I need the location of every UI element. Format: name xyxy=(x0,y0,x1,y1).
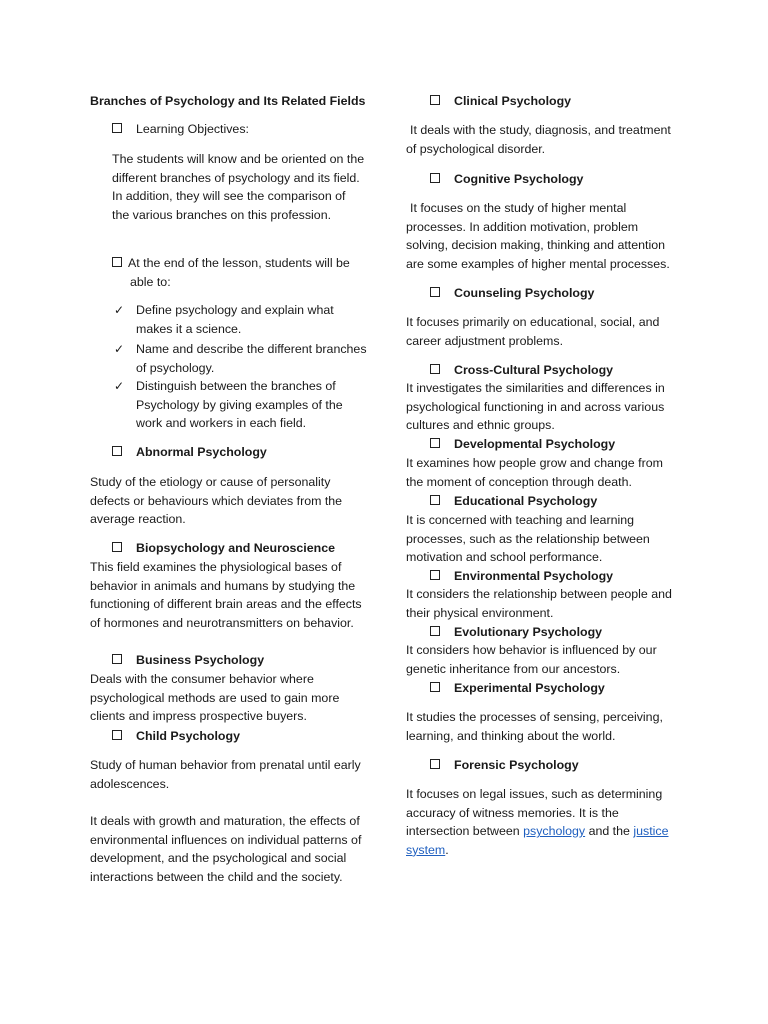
section-text: It deals with the study, diagnosis, and treatment of psychological disorder. xyxy=(406,123,671,156)
section-text: Study of human behavior from prenatal until early adolescences. xyxy=(90,758,361,791)
section-heading-evolutionary-psychology: Evolutionary Psychology xyxy=(430,623,602,642)
checkbox-icon xyxy=(430,364,440,374)
checkbox-icon xyxy=(112,123,122,133)
checkmark-icon: ✓ xyxy=(114,303,125,317)
section-text: It deals with growth and maturation, the effects of environmental influences on individual patterns of development, and the psychological and social interactions between the child and the society. xyxy=(90,814,362,884)
section-text: It is concerned with teaching and learning processes, such as the relationship between motivation and school performance. xyxy=(406,513,650,565)
section-heading-forensic-psychology: Forensic Psychology xyxy=(430,756,579,775)
checkmark-icon: ✓ xyxy=(114,342,125,356)
section-heading-cognitive-psychology: Cognitive Psychology xyxy=(430,170,583,189)
checkbox-icon xyxy=(430,570,440,580)
section-heading-clinical-psychology: Clinical Psychology xyxy=(430,92,571,111)
checkbox-icon xyxy=(430,759,440,769)
page-title: Branches of Psychology and Its Related Fields xyxy=(90,94,366,108)
section-text: It focuses on legal issues, such as determining accuracy of witness memories. It is the intersection between psychology and the justice system. xyxy=(406,787,669,857)
section-text: It studies the processes of sensing, perceiving, learning, and thinking about the world. xyxy=(406,710,663,743)
section-heading-educational-psychology: Educational Psychology xyxy=(430,492,597,511)
checkbox-icon xyxy=(112,730,122,740)
section-heading-business-psychology: Business Psychology xyxy=(112,651,264,670)
checkbox-icon xyxy=(430,287,440,297)
section-text: It investigates the similarities and differences in psychological functioning in and across various cultures and ethnic groups. xyxy=(406,381,665,433)
section-text: This field examines the physiological bases of behavior in animals and humans by studying the functioning of different brain areas and the effects of hormones and neurotransmitters on behavior. xyxy=(90,560,362,630)
objective-item: ✓ Name and describe the different branches of psychology. xyxy=(114,342,367,375)
checkbox-icon xyxy=(430,173,440,183)
section-text: It examines how people grow and change from the moment of conception through death. xyxy=(406,456,663,489)
section-text: It focuses on the study of higher mental processes. In addition motivation, problem solving, decision making, thinking and attention are some examples of higher mental processes. xyxy=(406,201,670,271)
section-heading-learning-objectives: Learning Objectives: xyxy=(112,120,249,139)
checkbox-icon xyxy=(430,438,440,448)
checkbox-icon xyxy=(430,495,440,505)
section-heading-developmental-psychology: Developmental Psychology xyxy=(430,435,615,454)
checkbox-icon xyxy=(430,95,440,105)
checkbox-icon xyxy=(430,626,440,636)
section-text: It considers the relationship between people and their physical environment. xyxy=(406,587,672,620)
checkbox-icon xyxy=(112,446,122,456)
end-of-lesson-text: At the end of the lesson, students will be able to: xyxy=(112,254,366,291)
objective-item: ✓ Define psychology and explain what makes it a science. xyxy=(114,303,334,336)
section-heading-counseling-psychology: Counseling Psychology xyxy=(430,284,594,303)
section-heading-biopsychology: Biopsychology and Neuroscience xyxy=(112,539,335,558)
section-heading-experimental-psychology: Experimental Psychology xyxy=(430,679,605,698)
section-heading-child-psychology: Child Psychology xyxy=(112,727,240,746)
section-heading-cross-cultural-psychology: Cross-Cultural Psychology xyxy=(430,361,613,380)
section-text: It considers how behavior is influenced by our genetic inheritance from our ancestors. xyxy=(406,643,657,676)
psychology-link[interactable]: psychology xyxy=(523,824,586,839)
section-heading-abnormal-psychology: Abnormal Psychology xyxy=(112,443,267,462)
checkbox-icon xyxy=(112,257,122,267)
justice-system-link[interactable]: justice system xyxy=(406,824,669,857)
objectives-text: The students will know and be oriented on the different branches of psychology and its field. In addition, they will see the comparison of the various branches on this profession. xyxy=(112,152,365,222)
checkmark-icon: ✓ xyxy=(114,379,125,393)
checkbox-icon xyxy=(112,654,122,664)
section-text: Deals with the consumer behavior where psychological methods are used to gain more clients and impress prospective buyers. xyxy=(90,672,340,724)
checkbox-icon xyxy=(112,542,122,552)
section-heading-environmental-psychology: Environmental Psychology xyxy=(430,567,613,586)
section-text: Study of the etiology or cause of personality defects or behaviours which deviates from the average reaction. xyxy=(90,475,343,527)
section-text: It focuses primarily on educational, social, and career adjustment problems. xyxy=(406,315,660,348)
objective-item: ✓ Distinguish between the branches of Psychology by giving examples of the work and workers in each field. xyxy=(114,379,343,431)
checkbox-icon xyxy=(430,682,440,692)
